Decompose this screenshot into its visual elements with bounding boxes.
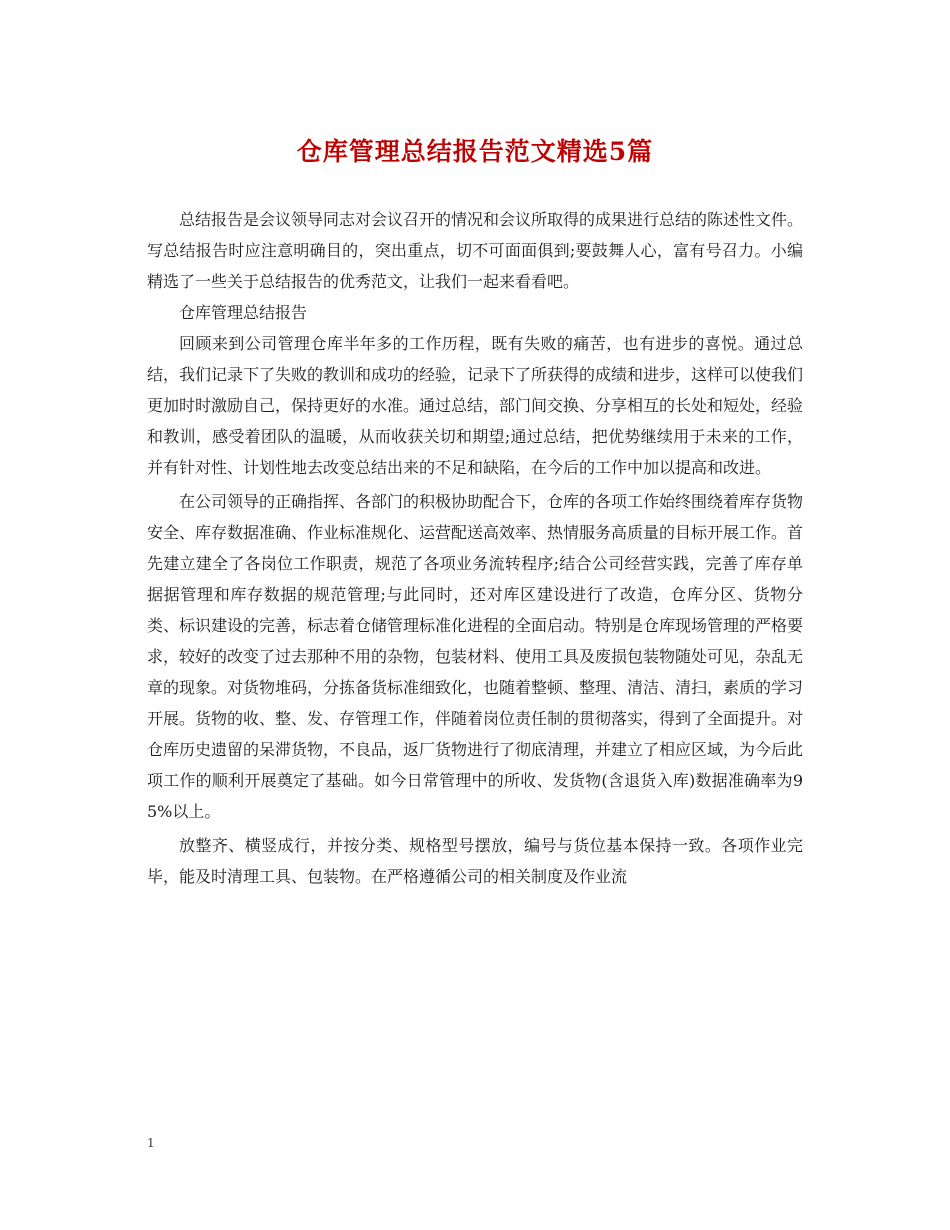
body-paragraph: 放整齐、横竖成行，并按分类、规格型号摆放，编号与货位基本保持一致。各项作业完毕，能及时清理工具、包装物。在严格遵循公司的相关制度及作业流 — [147, 836, 803, 886]
body-paragraph: 在公司领导的正确指挥、各部门的积极协助配合下，仓库的各项工作始终围绕着库存货物安全、库存数据准确、作业标准规化、运营配送高效率、热情服务高质量的目标开展工作。首先建立建全了各岗位工作职责，规范了各项业务流转程序;结合公司经营实践，完善了库存单据据管理和库存数据的规范管理;与此同时，还对库区建设进行了改造，仓库分区、货物分类、标识建设的完善，标志着仓储管理标准化进程的全面启动。特别是仓库现场管理的严格要求，较好的改变了过去那种不用的杂物，包装材料、使用工具及废损包装物随处可见，杂乱无章的现象。对货物堆码，分拣备货标准细致化，也随着整顿、整理、清洁、清扫，素质的学习开展。货物的收、整、发、存管理工作，伴随着岗位责任制的贯彻落实，得到了全面提升。对仓库历史遗留的呆滞货物，不良品，返厂货物进行了彻底清理，并建立了相应区域，为今后此项工作的顺利开展奠定了基础。如今日常管理中的所收、发货物(含退货入库)数据准确率为95%以上。 — [147, 492, 804, 821]
body-paragraph: 回顾来到公司管理仓库半年多的工作历程，既有失败的痛苦，也有进步的喜悦。通过总结，我们记录下了失败的教训和成功的经验，记录下了所获得的成绩和进步，这样可以使我们更加时时激励自己，保持更好的水准。通过总结，部门间交换、分享相互的长处和短处，经验和教训，感受着团队的温暖，从而收获关切和期望;通过总结，把优势继续用于未来的工作，并有针对性、计划性地去改变总结出来的不足和缺陷，在今后的工作中加以提高和改进。 — [147, 334, 804, 477]
page-title: 仓库管理总结报告范文精选5篇 — [296, 137, 654, 166]
page-number: 1 — [147, 1136, 155, 1150]
intro-paragraph: 总结报告是会议领导同志对会议召开的情况和会议所取得的成果进行总结的陈述性文件。写总结报告时应注意明确目的，突出重点，切不可面面俱到;要鼓舞人心，富有号召力。小编精选了一些关于总结报告的优秀范文，让我们一起来看看吧。 — [147, 210, 804, 291]
section-heading: 仓库管理总结报告 — [179, 303, 308, 322]
document-body — [147, 204, 803, 892]
